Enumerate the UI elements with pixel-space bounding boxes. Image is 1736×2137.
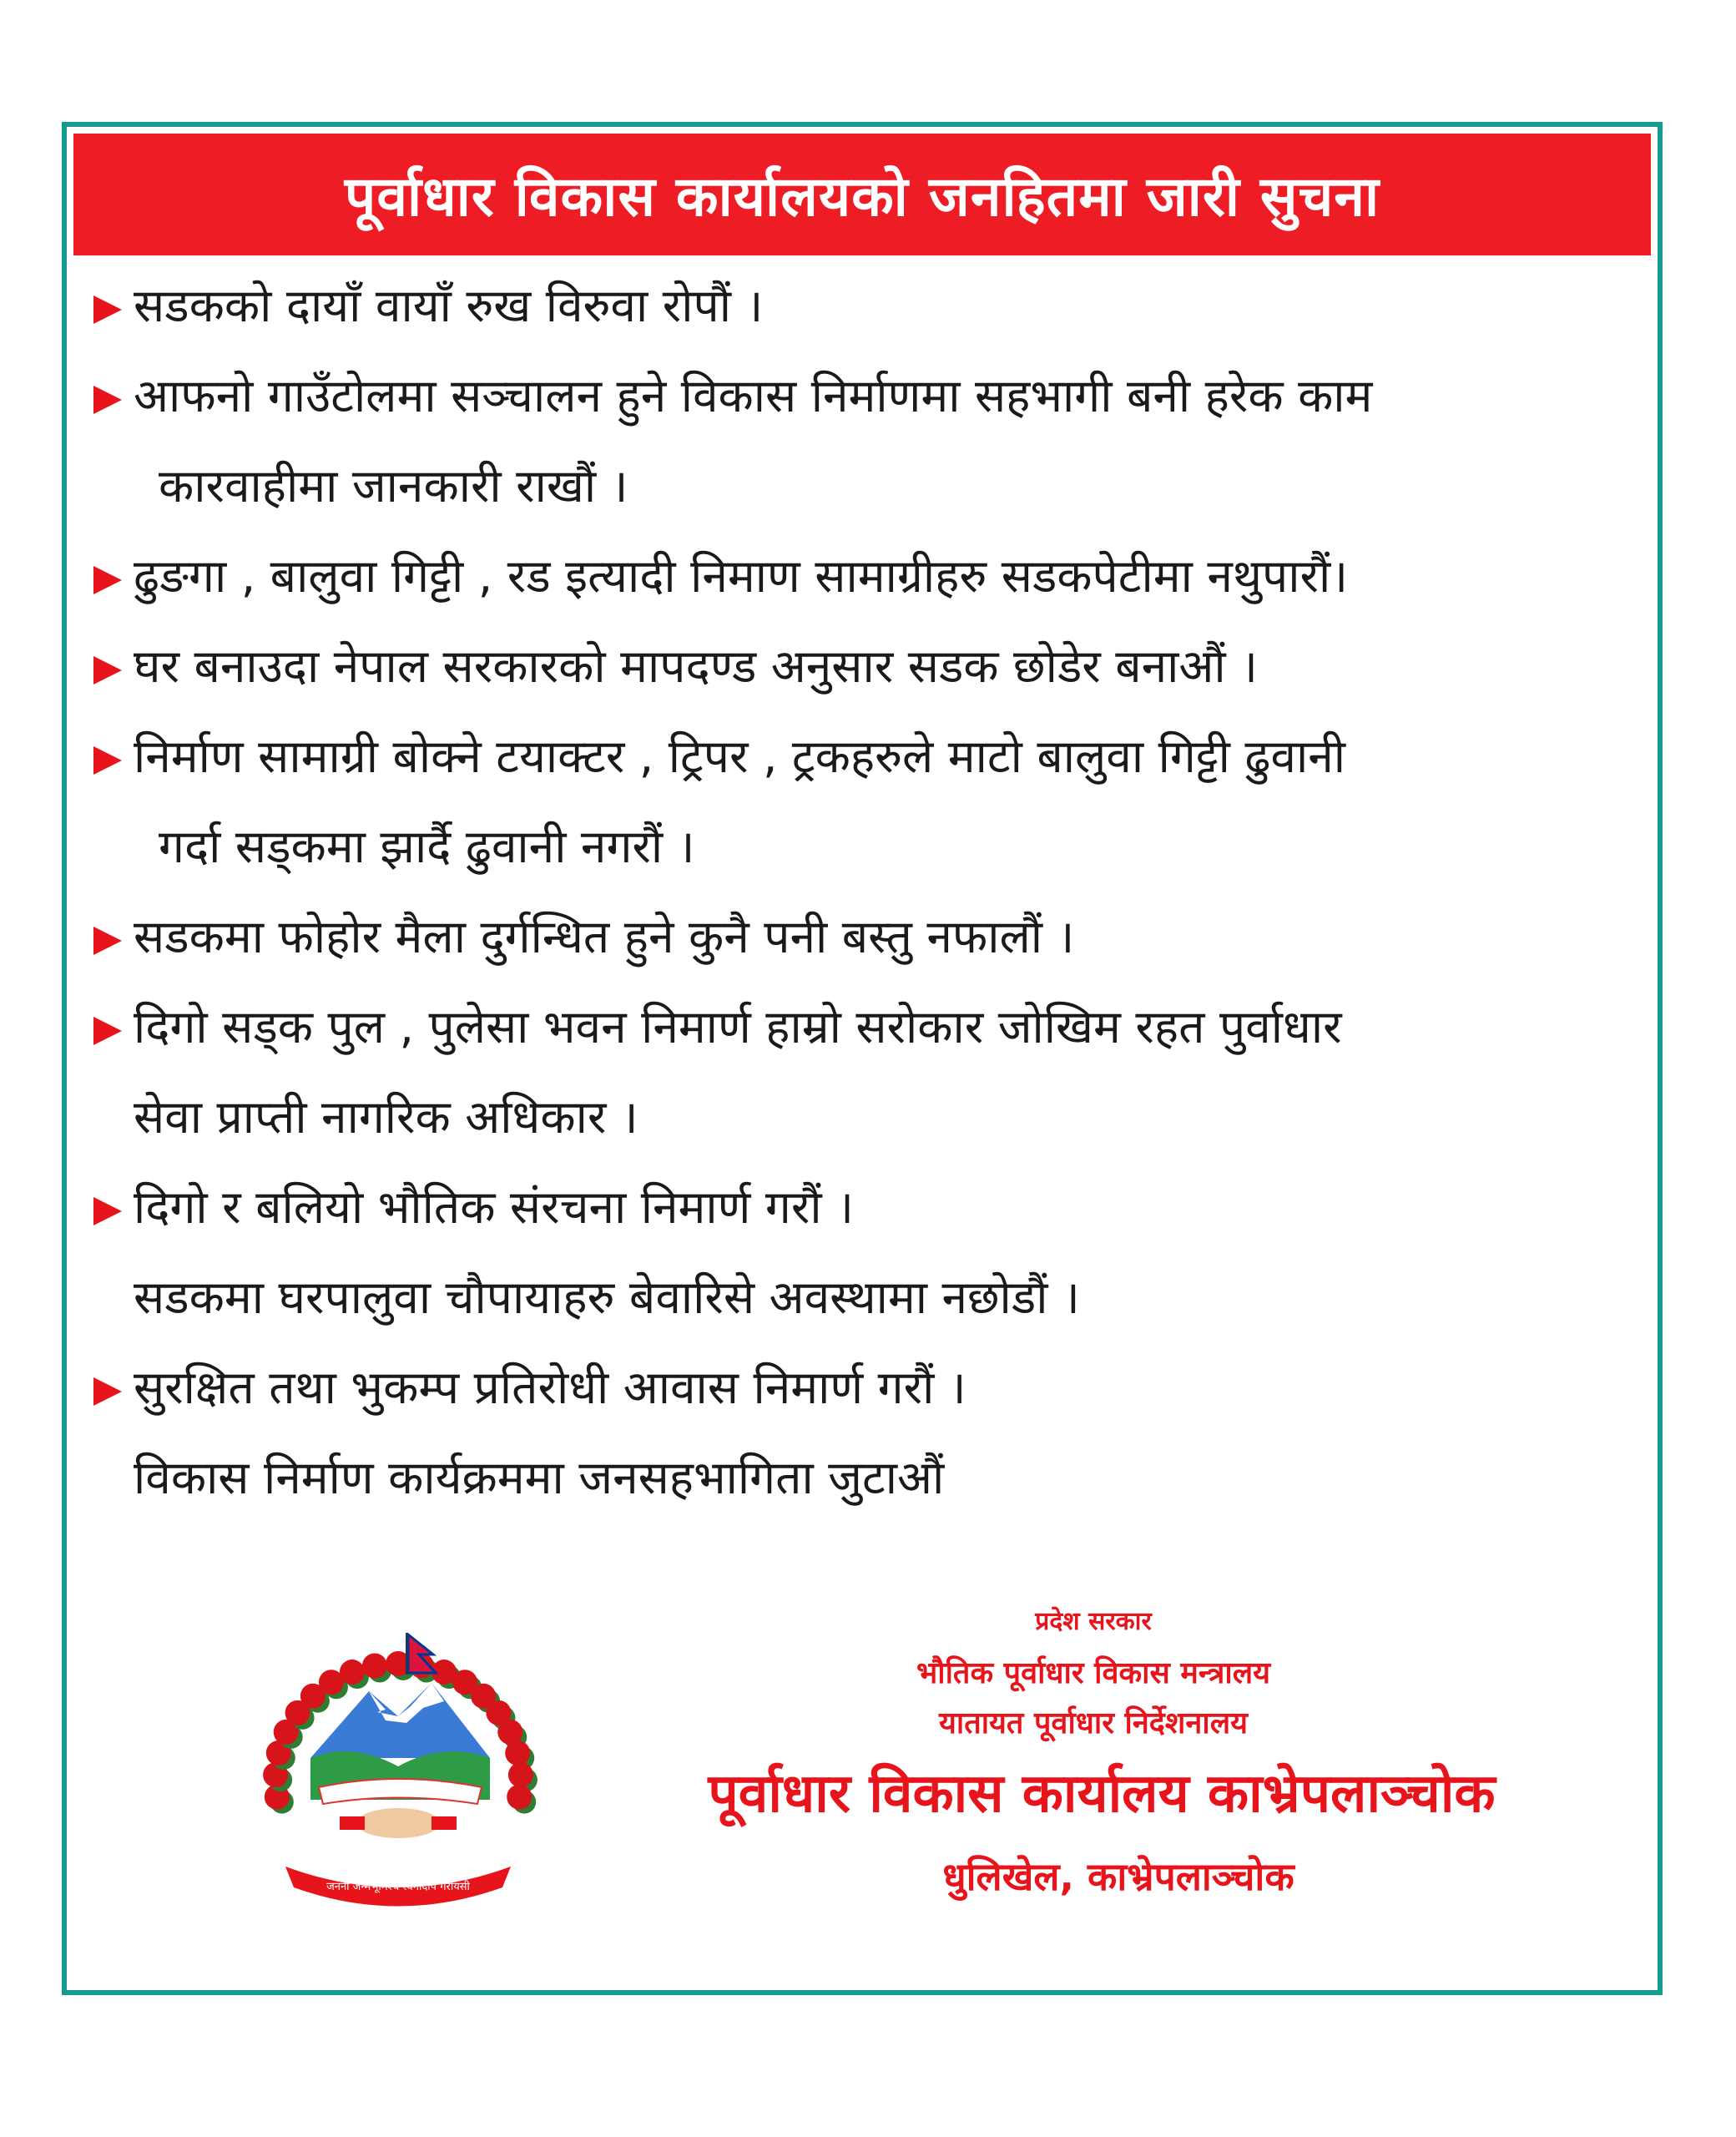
triangle-bullet-icon [93, 1377, 122, 1406]
notice-item [83, 982, 1644, 1162]
handshake-icon [356, 1808, 440, 1838]
notice-item [83, 892, 1644, 982]
office-name: पूर्वाधार विकास कार्यालय काभ्रेपलाञ्चोक [708, 1763, 1496, 1825]
triangle-bullet-icon [93, 1197, 122, 1225]
notice-list [83, 260, 1644, 1523]
emblem-motto: जननी जन्मभूमिश्च स्वर्गादपि गरीयसी [326, 1881, 470, 1893]
triangle-bullet-icon [93, 566, 122, 594]
notice-text: सुरक्षित तथा भुकम्प प्रतिरोधी आवास निमार्ण गरौं । [134, 1361, 966, 1414]
rhododendron-flower-icon [340, 1660, 365, 1685]
notice-text: ढुङगा , बालुवा गिट्टी , रड इत्यादी निमाण सामाग्रीहरु सडकपेटीमा नथुपारौं। [134, 549, 1349, 603]
notice-item [83, 260, 1644, 351]
page-title: पूर्वाधार विकास कार्यालयको जनहितमा जारी सुचना [344, 164, 1380, 229]
notice-item [83, 1342, 1644, 1432]
notice-text: सडकमा घरपालुवा चौपायाहरु बेवारिसे अवस्थामा नछोडौं । [134, 1271, 1080, 1324]
notice-item [83, 1162, 1644, 1252]
notice-item [83, 1252, 1644, 1342]
notice-frame [62, 122, 1663, 1995]
nepal-coat-of-arms-icon [252, 1633, 544, 1908]
notice-text: सडकको दायाँ वायाँ रुख विरुवा रोपौं । [134, 279, 764, 332]
notice-item [83, 351, 1644, 531]
rhododendron-flower-icon [505, 1740, 530, 1766]
office-address: धुलिखेल, काभ्रेपलाञ्चोक [942, 1854, 1294, 1899]
triangle-bullet-icon [93, 1017, 122, 1045]
nepal-flag-icon [408, 1634, 436, 1673]
notice-item [83, 621, 1644, 711]
triangle-bullet-icon [93, 296, 122, 324]
rhododendron-flower-icon [362, 1654, 387, 1679]
notice-text: गर्दा सड्कमा झार्दै ढुवानी नगरौं । [159, 820, 695, 873]
notice-text: कारवाहीमा जानकारी राखौं । [159, 459, 628, 513]
triangle-bullet-icon [93, 746, 122, 775]
triangle-bullet-icon [93, 927, 122, 955]
notice-text: निर्माण सामाग्री बोक्ने टयाक्टर , ट्रिपर , ट्रकहरुले माटो बालुवा गिट्टी ढुवानी [134, 730, 1345, 783]
ministry-label: भौतिक पूर्वाधार विकास मन्त्रालय [916, 1656, 1271, 1690]
notice-text: दिगो सड्क पुल , पुलेसा भवन निमार्ण हाम्रो सरोकार जोखिम रहत पुर्वाधार [134, 1000, 1342, 1053]
state-government-label: प्रदेश सरकार [1035, 1607, 1152, 1636]
triangle-bullet-icon [93, 656, 122, 685]
rhododendron-flower-icon [508, 1762, 533, 1787]
notice-item [83, 1432, 1644, 1523]
notice-text: आफनो गाउँटोलमा सञ्चालन हुने विकास निर्माणमा सहभागी बनी हरेक काम [134, 369, 1373, 422]
rhododendron-flower-icon [507, 1785, 532, 1810]
notice-text: विकास निर्माण कार्यक्रममा जनसहभागिता जुटाऔं [134, 1451, 945, 1504]
triangle-bullet-icon [93, 386, 122, 414]
notice-text: सेवा प्राप्ती नागरिक अधिकार । [134, 1090, 638, 1144]
notice-item [83, 711, 1644, 892]
notice-text: घर बनाउदा नेपाल सरकारको मापदण्ड अनुसार सडक छोडेर बनाऔं । [134, 639, 1258, 693]
directorate-label: यातायत पूर्वाधार निर्देशनालय [939, 1706, 1248, 1740]
notice-text: सडकमा फोहोर मैला दुर्गन्धित हुने कुनै पनी बस्तु नफालौं । [134, 910, 1075, 963]
notice-item [83, 531, 1644, 621]
notice-text: दिगो र बलियो भौतिक संरचना निमार्ण गरौं । [134, 1180, 854, 1234]
title-banner [73, 134, 1651, 255]
office-footer [67, 1554, 1658, 1988]
